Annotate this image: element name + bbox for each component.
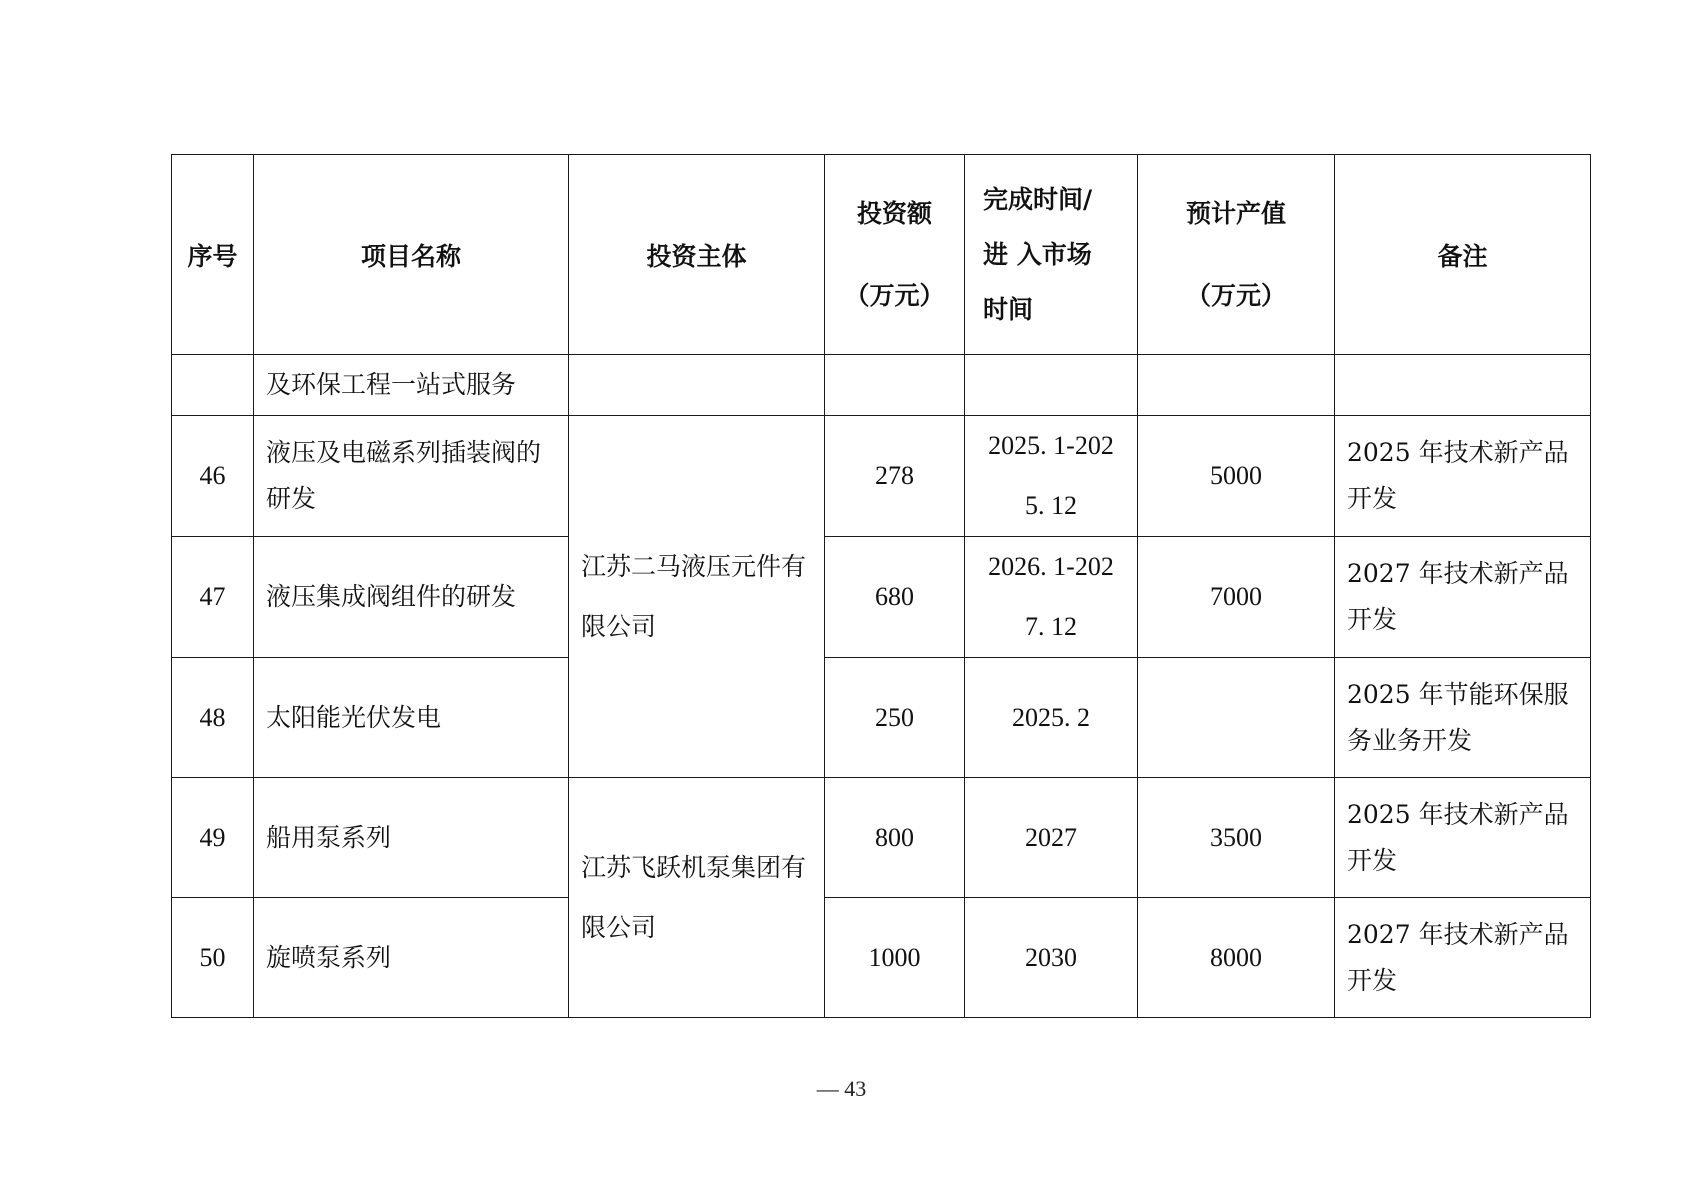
- cell-output: 8000: [1138, 898, 1335, 1018]
- cell-amount-empty: [825, 355, 965, 416]
- cell-output: 7000: [1138, 537, 1335, 658]
- cell-investor-empty: [569, 355, 825, 416]
- cell-time-line2: 7. 12: [1025, 612, 1077, 641]
- cell-amount: 278: [825, 416, 965, 537]
- cell-project-name: 及环保工程一站式服务: [254, 355, 569, 416]
- cell-completion-time: 2027: [965, 778, 1138, 898]
- cell-completion-time: [965, 537, 1138, 658]
- cell-time-line2: 5. 12: [1025, 491, 1077, 520]
- header-investment-amount: [825, 155, 965, 355]
- cell-output: 5000: [1138, 416, 1335, 537]
- cell-index: 46: [172, 416, 254, 537]
- project-table-container: [171, 154, 1591, 1018]
- cell-index: 47: [172, 537, 254, 658]
- cell-output: [1138, 658, 1335, 778]
- page-number: — 43: [816, 1076, 867, 1101]
- cell-time-line1: 2026. 1-202: [988, 552, 1114, 581]
- header-amount-line1: 投资额: [856, 198, 932, 228]
- header-remark: 备注: [1335, 155, 1591, 355]
- cell-remark: 2025 年技术新产品开发: [1335, 416, 1591, 537]
- cell-index-empty: [172, 355, 254, 416]
- cell-remark: 2027 年技术新产品开发: [1335, 537, 1591, 658]
- cell-output: 3500: [1138, 778, 1335, 898]
- cell-completion-time: [965, 416, 1138, 537]
- cell-completion-time: 2025. 2: [965, 658, 1138, 778]
- table-row: [172, 778, 1591, 898]
- cell-remark: 2025 年技术新产品开发: [1335, 778, 1591, 898]
- cell-completion-time: 2030: [965, 898, 1138, 1018]
- header-output-unit: （万元）: [1185, 280, 1286, 310]
- header-amount-unit: （万元）: [844, 280, 945, 310]
- cell-amount: 800: [825, 778, 965, 898]
- table-row: [172, 416, 1591, 537]
- header-time-line2: 进 入市场: [983, 240, 1092, 269]
- header-time-line3: 时间: [983, 295, 1034, 324]
- header-expected-output: [1138, 155, 1335, 355]
- cell-project-name: 液压集成阀组件的研发: [254, 537, 569, 658]
- header-time-line1: 完成时间/: [983, 185, 1093, 214]
- header-project-name: 项目名称: [254, 155, 569, 355]
- header-completion-time: [965, 155, 1138, 355]
- cell-index: 50: [172, 898, 254, 1018]
- cell-investor-erma: 江苏二马液压元件有限公司: [569, 416, 825, 778]
- cell-output-empty: [1138, 355, 1335, 416]
- cell-index: 49: [172, 778, 254, 898]
- table-row-continuation: [172, 355, 1591, 416]
- cell-amount: 1000: [825, 898, 965, 1018]
- table-row: [172, 658, 1591, 778]
- cell-project-name: 液压及电磁系列插装阀的研发: [254, 416, 569, 537]
- cell-time-empty: [965, 355, 1138, 416]
- table-row: [172, 537, 1591, 658]
- cell-time-line1: 2025. 1-202: [988, 431, 1114, 460]
- cell-remark: 2027 年技术新产品开发: [1335, 898, 1591, 1018]
- table-header-row: [172, 155, 1591, 355]
- cell-remark-empty: [1335, 355, 1591, 416]
- table-row: [172, 898, 1591, 1018]
- cell-remark: 2025 年节能环保服务业务开发: [1335, 658, 1591, 778]
- cell-investor-feiyue: 江苏飞跃机泵集团有限公司: [569, 778, 825, 1018]
- cell-amount: 250: [825, 658, 965, 778]
- header-investor: 投资主体: [569, 155, 825, 355]
- cell-index: 48: [172, 658, 254, 778]
- cell-amount: 680: [825, 537, 965, 658]
- cell-project-name: 太阳能光伏发电: [254, 658, 569, 778]
- cell-project-name: 旋喷泵系列: [254, 898, 569, 1018]
- header-index: 序号: [172, 155, 254, 355]
- header-output-line1: 预计产值: [1185, 198, 1286, 228]
- project-table: [171, 154, 1591, 1018]
- cell-project-name: 船用泵系列: [254, 778, 569, 898]
